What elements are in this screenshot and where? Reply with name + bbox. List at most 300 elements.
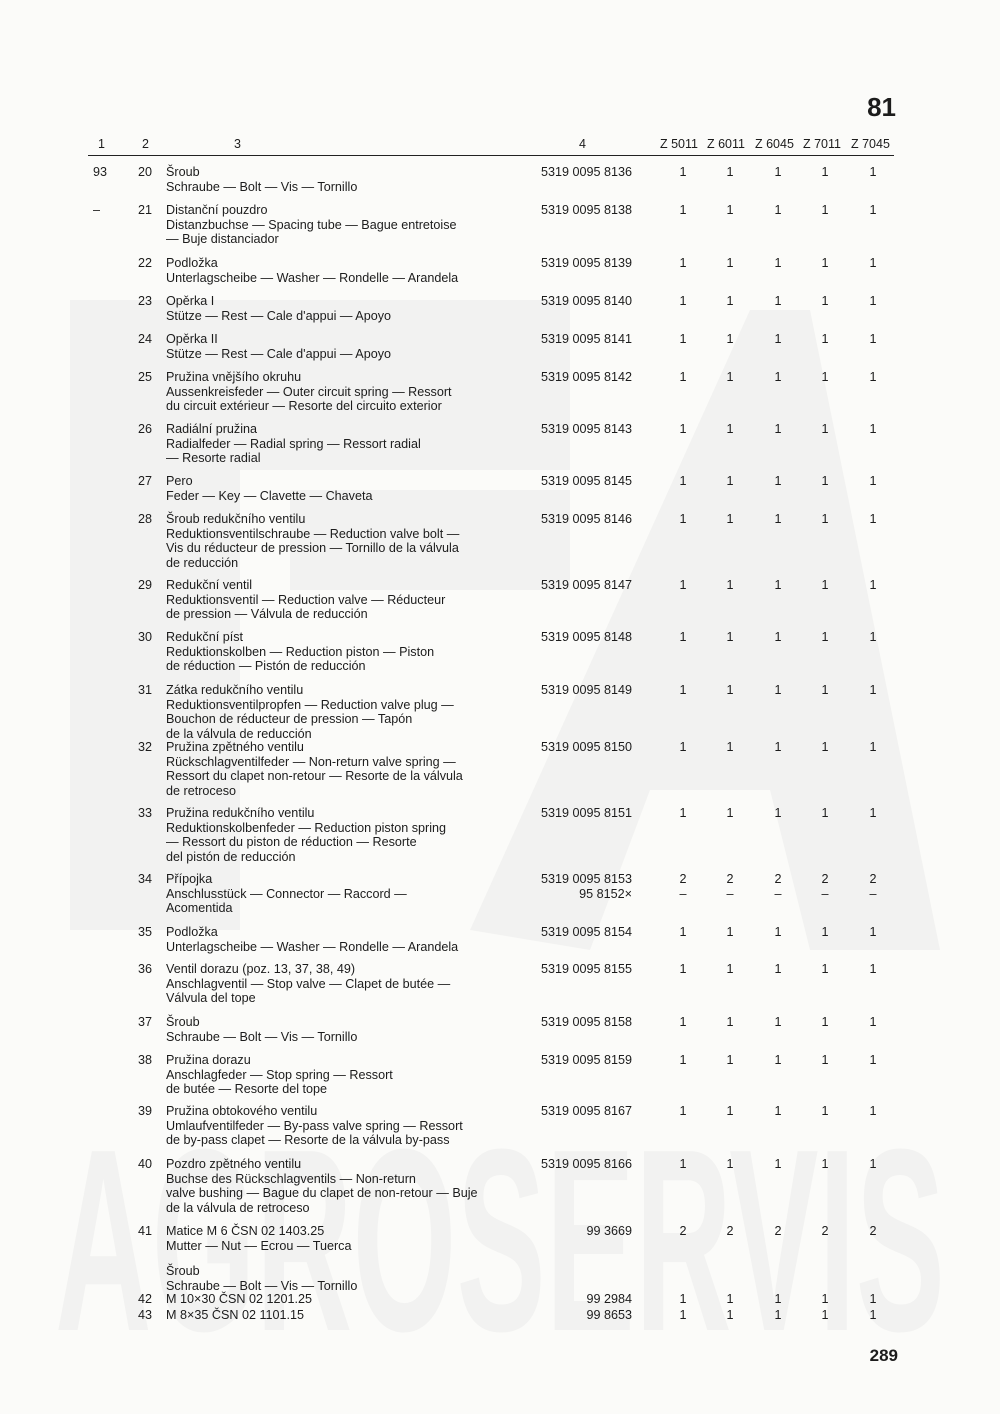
part-number-line: 95 8152× xyxy=(579,886,632,901)
quantity-cell: 1 xyxy=(726,962,734,976)
part-number-line: 99 8653 xyxy=(586,1308,632,1322)
description-line: de la válvula de reducción xyxy=(166,726,312,741)
quantity-cell: 1 xyxy=(726,1015,734,1029)
quantity-cell: 1 xyxy=(726,1308,734,1322)
description-line: Radialfeder — Radial spring — Ressort radial xyxy=(166,436,421,451)
part-number xyxy=(500,332,632,347)
description-line: Feder — Key — Clavette — Chaveta xyxy=(166,488,373,503)
quantity-cell: 1 xyxy=(726,474,734,488)
part-number-line: 99 2984 xyxy=(586,1292,632,1306)
description-line: Pružina zpětného ventilu xyxy=(166,740,304,754)
quantity-cell: 1 xyxy=(774,630,782,644)
description-line: valve bushing — Bague du clapet de non-retour — Buje xyxy=(166,1186,478,1201)
quantity-cell: 1 xyxy=(726,740,734,754)
quantity-cell: 1 xyxy=(679,422,687,436)
page-number-top: 81 xyxy=(867,92,896,122)
part-number xyxy=(500,630,632,645)
quantity-cell: 1 xyxy=(869,683,877,697)
description-line: Stütze — Rest — Cale d'appui — Apoyo xyxy=(166,308,392,323)
quantity-cell: 1 xyxy=(774,256,782,270)
quantity-cell: 1 xyxy=(774,165,782,179)
quantity-cell: 1 xyxy=(774,422,782,436)
description-line: M 8×35 ČSN 02 1101.15 xyxy=(166,1308,305,1322)
part-number-line: 5319 0095 8150 xyxy=(540,740,632,754)
quantity-cell: 1 xyxy=(774,962,782,976)
position-number: 33 xyxy=(137,806,152,820)
quantity-cell: 1 xyxy=(774,370,782,384)
quantity-cell: 1 xyxy=(679,630,687,644)
position-number: 34 xyxy=(137,872,152,886)
quantity-cell: 2 xyxy=(774,872,782,886)
description-line: Pružina vnějšího okruhu xyxy=(166,370,302,384)
header-model: Z 5011 xyxy=(660,137,698,151)
quantity-cell: 1 xyxy=(726,332,734,346)
description-line: Šroub redukčního ventilu xyxy=(166,512,306,526)
quantity-cell: 1 xyxy=(869,256,877,270)
description-line: Opěrka I xyxy=(166,294,215,308)
part-number-line: 5319 0095 8166 xyxy=(540,1157,632,1171)
description-line: de la válvula de retroceso xyxy=(166,1200,310,1215)
part-number xyxy=(500,422,632,437)
position-number: 39 xyxy=(137,1104,152,1118)
description-line: Anschlusstück — Connector — Raccord — xyxy=(166,886,407,901)
part-number xyxy=(500,474,632,489)
quantity-cell: 1 xyxy=(726,1157,734,1171)
description-line: Vis du réducteur de pression — Tornillo de la válvula xyxy=(166,541,459,556)
part-description xyxy=(166,203,516,247)
quantity-cell: 1 xyxy=(679,165,687,179)
part-number xyxy=(500,1292,632,1307)
quantity-cell: 1 xyxy=(869,1053,877,1067)
position-number: 41 xyxy=(137,1224,152,1238)
quantity-cell: 1 xyxy=(869,630,877,644)
quantity-cell: 1 xyxy=(726,256,734,270)
description-line: Reduktionsventilschraube — Reduction valve bolt — xyxy=(166,526,460,541)
quantity-cell: 1 xyxy=(726,1053,734,1067)
description-line: Reduktionsventilpropfen — Reduction valve plug — xyxy=(166,697,454,712)
description-line: Pero xyxy=(166,474,193,488)
part-number-line: 5319 0095 8151 xyxy=(540,806,632,820)
quantity-cell: 1 xyxy=(869,474,877,488)
quantity-cell: 1 xyxy=(821,370,829,384)
description-line: Šroub xyxy=(166,1264,200,1278)
quantity-cell: 1 xyxy=(821,1157,829,1171)
quantity-cell: 1 xyxy=(679,203,687,217)
part-number-line: 5319 0095 8149 xyxy=(540,683,632,697)
position-number: 38 xyxy=(137,1053,152,1067)
part-number xyxy=(500,1308,632,1323)
description-line: Redukční ventil xyxy=(166,578,253,592)
description-line: de by-pass clapet — Resorte de la válvula by-pass xyxy=(166,1133,450,1148)
quantity-cell: 1 xyxy=(869,1292,877,1306)
description-line: Bouchon de réducteur de pression — Tapón xyxy=(166,712,413,727)
description-line: Pružina redukčního ventilu xyxy=(166,806,315,820)
quantity-cell: 1 xyxy=(821,1104,829,1118)
description-line: Pružina dorazu xyxy=(166,1053,251,1067)
quantity-cell: 1 xyxy=(821,422,829,436)
part-number-line: 5319 0095 8155 xyxy=(540,962,632,976)
description-line: Reduktionsventil — Reduction valve — Réducteur xyxy=(166,592,446,607)
description-line: Anschlagfeder — Stop spring — Ressort xyxy=(166,1067,393,1082)
description-line: Stütze — Rest — Cale d'appui — Apoyo xyxy=(166,346,392,361)
part-description xyxy=(166,806,516,864)
quantity-cell: 1 xyxy=(821,806,829,820)
header-model: Z 6045 xyxy=(755,137,794,151)
page-number-bottom: 289 xyxy=(869,1346,898,1365)
quantity-cell: 2 xyxy=(821,872,829,886)
part-number-line: 5319 0095 8145 xyxy=(540,474,632,488)
position-number: 30 xyxy=(137,630,152,644)
part-number-line: 5319 0095 8158 xyxy=(540,1015,632,1029)
part-description xyxy=(166,1157,516,1215)
quantity-cell: 1 xyxy=(774,332,782,346)
description-line: Anschlagventil — Stop valve — Clapet de butée — xyxy=(166,976,451,991)
part-number xyxy=(500,1157,632,1172)
description-line: del pistón de reducción xyxy=(166,849,296,864)
quantity-cell: 1 xyxy=(821,474,829,488)
quantity-cell: 1 xyxy=(726,165,734,179)
part-description xyxy=(166,256,516,285)
description-line: de reducción xyxy=(166,555,239,570)
part-number-line: 5319 0095 8141 xyxy=(540,332,632,346)
quantity-cell: 1 xyxy=(679,332,687,346)
part-description xyxy=(166,740,516,798)
description-line: Schraube — Bolt — Vis — Tornillo xyxy=(166,1278,358,1293)
position-number: 20 xyxy=(137,165,152,179)
part-description xyxy=(166,578,516,622)
part-number-line: 5319 0095 8148 xyxy=(540,630,632,644)
position-number: 32 xyxy=(137,740,152,754)
quantity-cell: 1 xyxy=(774,1292,782,1306)
part-number xyxy=(500,1224,632,1239)
quantity-cell: 1 xyxy=(774,683,782,697)
quantity-cell: 1 xyxy=(774,1053,782,1067)
quantity-cell: 1 xyxy=(774,806,782,820)
quantity-cell: 2 xyxy=(869,1224,877,1238)
description-line: Matice M 6 ČSN 02 1403.25 xyxy=(166,1224,325,1238)
quantity-cell: 1 xyxy=(679,474,687,488)
part-number-line: 5319 0095 8138 xyxy=(540,203,632,217)
position-number: 27 xyxy=(137,474,152,488)
position-number: 35 xyxy=(137,925,152,939)
position-number: 25 xyxy=(137,370,152,384)
part-description xyxy=(166,512,516,570)
quantity-cell: 1 xyxy=(726,806,734,820)
quantity-cell: 1 xyxy=(869,925,877,939)
description-line: — Buje distanciador xyxy=(166,232,279,247)
part-number-line: 5319 0095 8167 xyxy=(540,1104,632,1118)
quantity-cell: 1 xyxy=(774,1157,782,1171)
quantity-cell: 1 xyxy=(869,1015,877,1029)
quantity-cell: 1 xyxy=(726,925,734,939)
description-line: Pružina obtokového ventilu xyxy=(166,1104,318,1118)
header-col-4: 4 xyxy=(579,137,586,151)
description-line: Podložka xyxy=(166,925,218,939)
quantity-cell: 1 xyxy=(679,1308,687,1322)
quantity-cell: 1 xyxy=(821,1292,829,1306)
part-number xyxy=(500,962,632,977)
position-number: 28 xyxy=(137,512,152,526)
position-number: 40 xyxy=(137,1157,152,1171)
description-line: Reduktionskolben — Reduction piston — Piston xyxy=(166,644,435,659)
description-line: Distanční pouzdro xyxy=(166,203,268,217)
part-number xyxy=(500,1015,632,1030)
quantity-cell: 1 xyxy=(821,294,829,308)
header-model: Z 6011 xyxy=(707,137,745,151)
part-number-line: 5319 0095 8153 xyxy=(540,872,632,886)
description-line: Unterlagscheibe — Washer — Rondelle — Arandela xyxy=(166,270,459,285)
description-line: Schraube — Bolt — Vis — Tornillo xyxy=(166,1029,358,1044)
part-number xyxy=(500,370,632,385)
description-line: Ressort du clapet non-retour — Resorte de la válvula xyxy=(166,769,463,784)
part-description xyxy=(166,1104,516,1148)
quantity-cell: 1 xyxy=(869,165,877,179)
quantity-cell: 1 xyxy=(821,332,829,346)
part-description xyxy=(166,683,516,741)
part-number-line: 5319 0095 8146 xyxy=(540,512,632,526)
description-line: Pozdro zpětného ventilu xyxy=(166,1157,302,1171)
part-number xyxy=(500,203,632,218)
quantity-cell: 1 xyxy=(679,1053,687,1067)
quantity-cell: 1 xyxy=(821,165,829,179)
description-line: de réduction — Pistón de reducción xyxy=(166,659,366,674)
quantity-cell: 1 xyxy=(726,294,734,308)
header-model: Z 7045 xyxy=(851,137,890,151)
quantity-cell: – xyxy=(869,886,877,901)
part-number xyxy=(500,740,632,755)
quantity-cell: 1 xyxy=(774,1015,782,1029)
quantity-cell: 1 xyxy=(821,683,829,697)
description-line: Zátka redukčního ventilu xyxy=(166,683,304,697)
quantity-cell: 2 xyxy=(679,872,687,886)
quantity-cell: 2 xyxy=(726,872,734,886)
part-description xyxy=(166,1224,516,1253)
quantity-cell: 1 xyxy=(726,370,734,384)
position-number: 22 xyxy=(137,256,152,270)
description-line: Rückschlagventilfeder — Non-return valve spring — xyxy=(166,754,456,769)
part-number xyxy=(500,256,632,271)
part-description xyxy=(166,872,516,916)
quantity-cell: 1 xyxy=(774,294,782,308)
description-line: Šroub xyxy=(166,1015,200,1029)
description-line: de pression — Válvula de reducción xyxy=(166,607,368,622)
description-line: Redukční píst xyxy=(166,630,244,644)
description-line: Přípojka xyxy=(166,872,213,886)
part-number xyxy=(500,1053,632,1068)
description-line: Umlaufventilfeder — By-pass valve spring — Ressort xyxy=(166,1118,463,1133)
quantity-cell: 1 xyxy=(821,1053,829,1067)
quantity-cell: 1 xyxy=(726,578,734,592)
position-number: 43 xyxy=(137,1308,152,1322)
quantity-cell: 1 xyxy=(821,925,829,939)
quantity-cell: 1 xyxy=(726,512,734,526)
part-description xyxy=(166,1292,516,1307)
header-col-1: 1 xyxy=(98,137,105,151)
quantity-cell: 2 xyxy=(679,1224,687,1238)
part-description xyxy=(166,294,516,323)
description-line: Šroub xyxy=(166,165,200,179)
part-description xyxy=(166,332,516,361)
quantity-cell: 1 xyxy=(821,1015,829,1029)
quantity-cell: 1 xyxy=(869,332,877,346)
quantity-cell: – xyxy=(679,886,687,901)
description-line: Radiální pružina xyxy=(166,422,258,436)
part-number-line: 5319 0095 8159 xyxy=(540,1053,632,1067)
description-line: Aussenkreisfeder — Outer circuit spring — Ressort xyxy=(166,384,452,399)
quantity-cell: 1 xyxy=(679,806,687,820)
quantity-cell: 1 xyxy=(726,630,734,644)
quantity-cell: 2 xyxy=(869,872,877,886)
description-line: Schraube — Bolt — Vis — Tornillo xyxy=(166,179,358,194)
quantity-cell: 1 xyxy=(774,512,782,526)
quantity-cell: 1 xyxy=(869,1308,877,1322)
part-number-line: 5319 0095 8139 xyxy=(540,256,632,270)
part-description xyxy=(166,1015,516,1044)
quantity-cell: 1 xyxy=(869,294,877,308)
part-number xyxy=(500,165,632,180)
quantity-cell: – xyxy=(821,886,829,901)
quantity-cell: 1 xyxy=(679,683,687,697)
position-number: 42 xyxy=(137,1292,152,1306)
position-number: 21 xyxy=(137,203,152,217)
quantity-cell: 1 xyxy=(869,740,877,754)
part-description xyxy=(166,370,516,414)
description-line: Unterlagscheibe — Washer — Rondelle — Arandela xyxy=(166,939,459,954)
part-number xyxy=(500,512,632,527)
part-number-line: 5319 0095 8140 xyxy=(540,294,632,308)
part-description xyxy=(166,962,516,1006)
quantity-cell: 1 xyxy=(679,740,687,754)
quantity-cell: 1 xyxy=(869,578,877,592)
quantity-cell: 1 xyxy=(821,578,829,592)
header-model: Z 7011 xyxy=(803,137,841,151)
quantity-cell: 1 xyxy=(679,925,687,939)
quantity-cell: 1 xyxy=(774,474,782,488)
quantity-cell: 1 xyxy=(679,256,687,270)
description-line: de retroceso xyxy=(166,783,237,798)
position-number: 23 xyxy=(137,294,152,308)
quantity-cell: 1 xyxy=(869,1157,877,1171)
quantity-cell: 1 xyxy=(726,203,734,217)
part-number xyxy=(500,806,632,821)
part-description xyxy=(166,1308,516,1323)
figure-number: – xyxy=(93,203,101,217)
part-number xyxy=(500,578,632,593)
quantity-cell: 1 xyxy=(679,512,687,526)
quantity-cell: – xyxy=(774,886,782,901)
quantity-cell: 2 xyxy=(774,1224,782,1238)
quantity-cell: 1 xyxy=(821,1308,829,1322)
position-number: 36 xyxy=(137,962,152,976)
watermark-text: AGROSERVIS xyxy=(55,1096,945,1350)
quantity-cell: 1 xyxy=(821,256,829,270)
quantity-cell: 1 xyxy=(821,512,829,526)
quantity-cell: 1 xyxy=(679,1104,687,1118)
description-line: Opěrka II xyxy=(166,332,218,346)
part-description xyxy=(166,630,516,674)
quantity-cell: 1 xyxy=(774,578,782,592)
position-number: 37 xyxy=(137,1015,152,1029)
quantity-cell: 1 xyxy=(869,512,877,526)
quantity-cell: 1 xyxy=(679,962,687,976)
quantity-cell: 1 xyxy=(869,1104,877,1118)
quantity-cell: 1 xyxy=(679,1292,687,1306)
description-line: Mutter — Nut — Ecrou — Tuerca xyxy=(166,1238,352,1253)
quantity-cell: 1 xyxy=(774,203,782,217)
part-description xyxy=(166,925,516,954)
quantity-cell: 1 xyxy=(774,740,782,754)
quantity-cell: 1 xyxy=(869,370,877,384)
quantity-cell: 1 xyxy=(679,578,687,592)
part-description xyxy=(166,1053,516,1097)
description-line: — Resorte radial xyxy=(166,451,261,466)
part-number xyxy=(500,1104,632,1119)
quantity-cell: 1 xyxy=(821,740,829,754)
quantity-cell: 1 xyxy=(774,925,782,939)
position-number: 24 xyxy=(137,332,152,346)
part-number-line: 5319 0095 8154 xyxy=(540,925,632,939)
part-number-line: 5319 0095 8143 xyxy=(540,422,632,436)
part-number xyxy=(500,683,632,698)
quantity-cell: 1 xyxy=(726,422,734,436)
description-line: Podložka xyxy=(166,256,218,270)
quantity-cell: 1 xyxy=(726,1104,734,1118)
position-number: 29 xyxy=(137,578,152,592)
position-number: 26 xyxy=(137,422,152,436)
quantity-cell: 1 xyxy=(869,422,877,436)
quantity-cell: 1 xyxy=(679,370,687,384)
table-header xyxy=(88,137,894,156)
part-description xyxy=(166,422,516,466)
header-col-2: 2 xyxy=(142,137,149,151)
part-number-line: 99 3669 xyxy=(586,1224,632,1238)
description-line: M 10×30 ČSN 02 1201.25 xyxy=(166,1292,312,1306)
figure-number: 93 xyxy=(93,165,108,179)
position-number: 31 xyxy=(137,683,152,697)
quantity-cell: 1 xyxy=(679,1157,687,1171)
part-description xyxy=(166,474,516,503)
quantity-cell: 1 xyxy=(774,1104,782,1118)
quantity-cell: 1 xyxy=(821,630,829,644)
part-number-line: 5319 0095 8136 xyxy=(540,165,632,179)
description-line: Válvula del tope xyxy=(166,991,256,1006)
header-col-3: 3 xyxy=(234,137,241,151)
quantity-cell: 1 xyxy=(726,683,734,697)
part-number xyxy=(500,872,632,901)
quantity-cell: 1 xyxy=(821,962,829,976)
part-number xyxy=(500,925,632,940)
quantity-cell: – xyxy=(726,886,734,901)
part-number-line: 5319 0095 8147 xyxy=(540,578,632,592)
part-number-line: 5319 0095 8142 xyxy=(540,370,632,384)
quantity-cell: 1 xyxy=(821,203,829,217)
quantity-cell: 1 xyxy=(869,203,877,217)
description-line: de butée — Resorte del tope xyxy=(166,1082,328,1097)
description-line: Ventil dorazu (poz. 13, 37, 38, 49) xyxy=(166,962,356,976)
quantity-cell: 2 xyxy=(726,1224,734,1238)
description-line: Acomentida xyxy=(166,901,233,916)
description-line: Reduktionskolbenfeder — Reduction piston spring xyxy=(166,820,447,835)
quantity-cell: 1 xyxy=(869,806,877,820)
quantity-cell: 1 xyxy=(726,1292,734,1306)
quantity-cell: 1 xyxy=(679,294,687,308)
quantity-cell: 1 xyxy=(679,1015,687,1029)
description-line: — Ressort du piston de réduction — Resorte xyxy=(166,835,417,850)
description-line: Buchse des Rückschlagventils — Non-return xyxy=(166,1171,416,1186)
quantity-cell: 2 xyxy=(821,1224,829,1238)
part-description xyxy=(166,165,516,194)
quantity-cell: 1 xyxy=(774,1308,782,1322)
